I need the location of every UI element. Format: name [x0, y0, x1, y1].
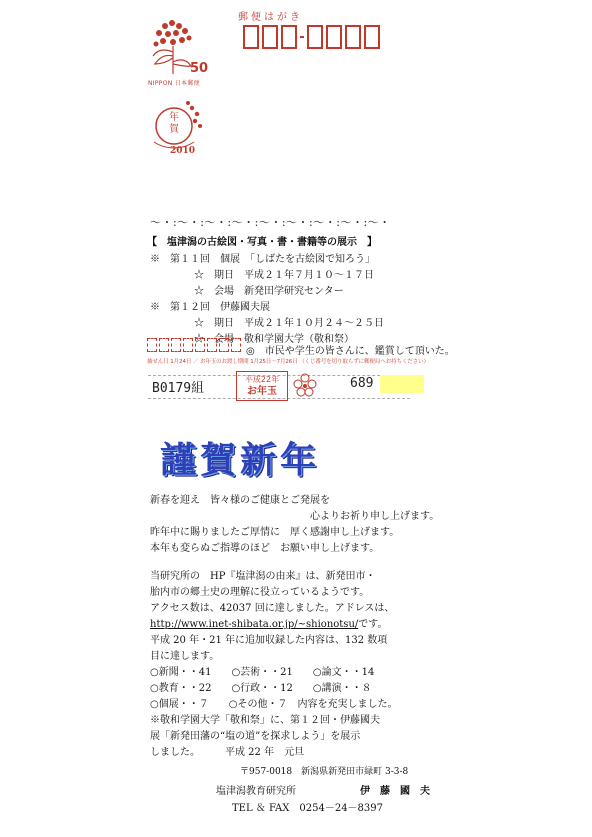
- homepage-link[interactable]: http://www.inet-shibata.or.jp/~shionotsu/: [150, 619, 359, 630]
- lottery-mark-label: 年賀: [169, 112, 179, 135]
- footer-contact: TEL ＆ FAX 0254－24－8397: [232, 803, 384, 814]
- greeting-line-4: 本年も変らぬご指導のほど お願い申し上げます。: [150, 543, 380, 554]
- postal-code-box: [281, 25, 297, 49]
- notice-item2-venue: ☆ 会場 敬和学園大学（敬和祭）: [194, 334, 354, 345]
- lottery-box: [207, 338, 217, 352]
- report-line-3: アクセス数は、42037 回に達しました。アドレスは、: [150, 603, 395, 614]
- lottery-box: [195, 338, 205, 352]
- plum-blossom-icon: [290, 370, 320, 400]
- lottery-number: 689: [350, 376, 374, 391]
- otoshidama-label: [236, 371, 288, 401]
- footer-name: 伊 藤 國 夫: [360, 786, 430, 797]
- wave-divider: ～・:～・:～・:～・:～・:～・:～・:～・:～・: [150, 216, 391, 229]
- category-line-2: ○教育・・22 ○行政・・12 ○講演・・８: [150, 683, 372, 694]
- greeting-title: 謹賀新年: [160, 440, 321, 481]
- category-line-1: ○新聞・・41 ○芸術・・21 ○論文・・14: [150, 667, 375, 678]
- report-url-line: [150, 615, 387, 630]
- postal-code-box: [364, 25, 380, 49]
- lottery-box: [171, 338, 181, 352]
- greeting-line-1: 新春を迎え 皆々様のご健康とご発展を: [150, 495, 330, 506]
- stamp-value: 50: [190, 61, 209, 76]
- report-line-2: 胎内市の郷土史の理解に役立っているようです。: [150, 587, 370, 598]
- otoshidama-year: 平成22年: [244, 375, 280, 384]
- notice-closing: ◎ 市民や学生の皆さんに、鑑賞して頂いた。: [246, 346, 455, 357]
- report-line-4: 平成 20 年・21 年に追加収録した内容は、132 数項: [150, 635, 388, 646]
- greeting-line-3: 昨年中に賜りましたご厚情に 厚く感謝申し上げます。: [150, 527, 400, 538]
- postal-code-box: [307, 25, 323, 49]
- lottery-number-highlight: [380, 375, 424, 393]
- notice-item2: ※ 第１２回 伊藤國夫展: [150, 302, 270, 313]
- notice-heading: 【 塩津潟の古絵図・写真・書・書籍等の展示 】: [147, 237, 377, 248]
- report-line-5: 目に達します。: [150, 651, 220, 662]
- lottery-group-code: B0179組: [152, 381, 205, 396]
- notice-item1-venue: ☆ 会場 新発田学研究センター: [194, 286, 344, 297]
- notice-item1: ※ 第１１回 個展 「しばたを古絵図で知ろう」: [150, 254, 375, 265]
- lottery-box: [147, 338, 157, 352]
- notice-item2-period: ☆ 期日 平成２１年１０月２４～２５日: [194, 318, 384, 329]
- postal-code-box: [345, 25, 361, 49]
- otoshidama-text: お年玉: [247, 386, 277, 397]
- lottery-box: [231, 338, 241, 352]
- lottery-box: [219, 338, 229, 352]
- url-suffix: です。: [358, 619, 388, 630]
- greeting-line-2: 心よりお祈り申し上げます。: [310, 511, 440, 522]
- postal-code-box: [262, 25, 278, 49]
- category-line-3: ○個展・・７ ○その他・７ 内容を充実しました。: [150, 699, 398, 710]
- report-line-6: ※敬和学園大学「敬和祭」に、第１２回・伊藤國夫: [150, 715, 380, 726]
- lottery-box: [183, 338, 193, 352]
- postcard-title: 郵便はがき: [238, 12, 303, 23]
- notice-item1-period: ☆ 期日 平成２１年７月１０～１７日: [194, 270, 374, 281]
- lottery-note: 抽せん日 1月24日 ／ お年玉のお渡し期間 1月25日～7月26日 （くじ番号を切り取らずに郵便局へお持ちください）: [147, 359, 429, 365]
- footer-address: 〒957-0018 新潟県新発田市緑町 3-3-8: [240, 767, 409, 777]
- postal-code-dash: [300, 36, 304, 38]
- postal-code-boxes: [243, 25, 380, 49]
- report-line-8: しました。 平成 22 年 元旦: [150, 747, 305, 758]
- postal-code-box: [243, 25, 259, 49]
- lottery-number-boxes: [147, 338, 241, 352]
- lottery-year: 2010: [170, 146, 196, 156]
- report-line-7: 展「新発田藩の“塩の道”を探求しよう」を展示: [150, 731, 361, 742]
- postal-code-box: [326, 25, 342, 49]
- report-line-1: 当研究所の HP『塩津潟の由来』は、新発田市・: [150, 571, 376, 582]
- lottery-box: [159, 338, 169, 352]
- stamp-label: NIPPON 日本郵便: [148, 80, 200, 87]
- footer-organization: 塩津潟教育研究所: [216, 786, 296, 797]
